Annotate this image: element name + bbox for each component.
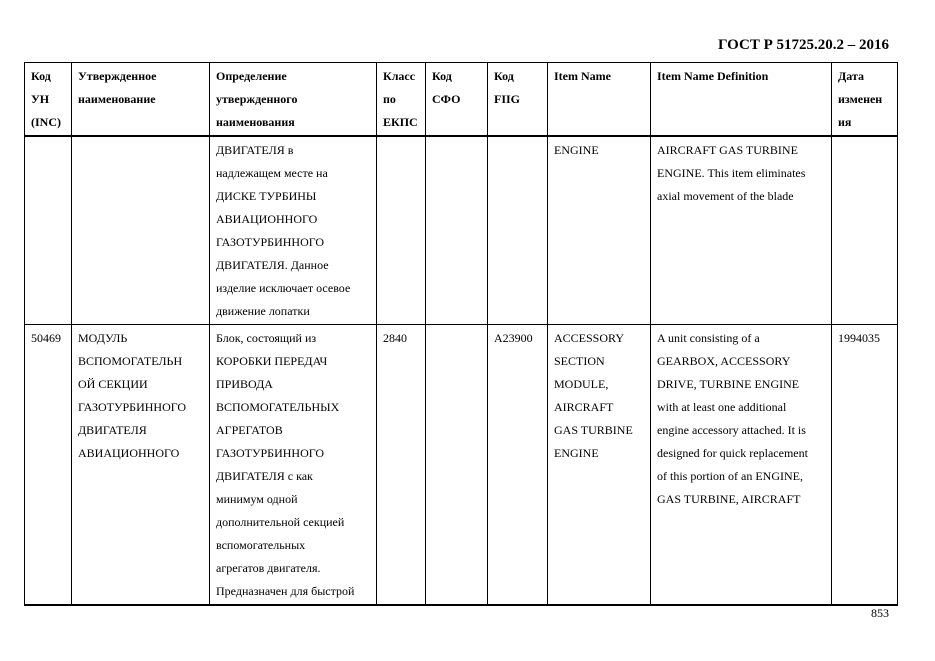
column-header-item-name-definition: Item Name Definition	[651, 63, 832, 137]
cell-item-definition: AIRCRAFT GAS TURBINE ENGINE. This item eliminates axial movement of the blade	[651, 136, 832, 325]
column-header-inc: Код УН (INC)	[25, 63, 72, 137]
cell-inc	[25, 136, 72, 325]
column-header-approved-name: Утвержденное наименование	[72, 63, 210, 137]
table-row	[25, 136, 898, 325]
cell-class	[377, 136, 426, 325]
cell-sfo	[426, 325, 488, 606]
cell-fiig: A23900	[488, 325, 548, 606]
page-number: 853	[871, 606, 889, 620]
cell-sfo	[426, 136, 488, 325]
cell-date	[832, 136, 898, 325]
nomenclature-table	[24, 62, 898, 606]
cell-date: 1994035	[832, 325, 898, 606]
cell-approved-name: МОДУЛЬ ВСПОМОГАТЕЛЬН ОЙ СЕКЦИИ ГАЗОТУРБИННОГО ДВИГАТЕЛЯ АВИАЦИОННОГО	[72, 325, 210, 606]
cell-fiig	[488, 136, 548, 325]
column-header-item-name: Item Name	[548, 63, 651, 137]
document-header: ГОСТ Р 51725.20.2 – 2016	[717, 37, 889, 53]
cell-class: 2840	[377, 325, 426, 606]
table-header-row	[25, 63, 898, 137]
cell-item-definition: A unit consisting of a GEARBOX, ACCESSORY DRIVE, TURBINE ENGINE with at least one additional engine accessory attached. It is designed for quick replacement of this portion of an ENGINE, GAS TURBINE, AIRCRAFT	[651, 325, 832, 606]
cell-definition: ДВИГАТЕЛЯ в надлежащем месте на ДИСКЕ ТУРБИНЫ АВИАЦИОННОГО ГАЗОТУРБИННОГО ДВИГАТЕЛЯ. Данное изделие исключает осевое движение лопатки	[210, 136, 377, 325]
cell-approved-name	[72, 136, 210, 325]
column-header-definition: Определение утвержденного наименования	[210, 63, 377, 137]
column-header-sfo: Код СФО	[426, 63, 488, 137]
column-header-fiig: Код FIIG	[488, 63, 548, 137]
cell-definition: Блок, состоящий из КОРОБКИ ПЕРЕДАЧ ПРИВОДА ВСПОМОГАТЕЛЬНЫХ АГРЕГАТОВ ГАЗОТУРБИННОГО ДВИГАТЕЛЯ с как минимум одной дополнительной секцией вспомогательных агрегатов двигателя. Предназначен для быстрой	[210, 325, 377, 606]
cell-item-name: ACCESSORY SECTION MODULE, AIRCRAFT GAS TURBINE ENGINE	[548, 325, 651, 606]
cell-item-name: ENGINE	[548, 136, 651, 325]
cell-inc: 50469	[25, 325, 72, 606]
table-row	[25, 325, 898, 606]
column-header-date: Дата изменен ия	[832, 63, 898, 137]
column-header-class: Класс по ЕКПС	[377, 63, 426, 137]
